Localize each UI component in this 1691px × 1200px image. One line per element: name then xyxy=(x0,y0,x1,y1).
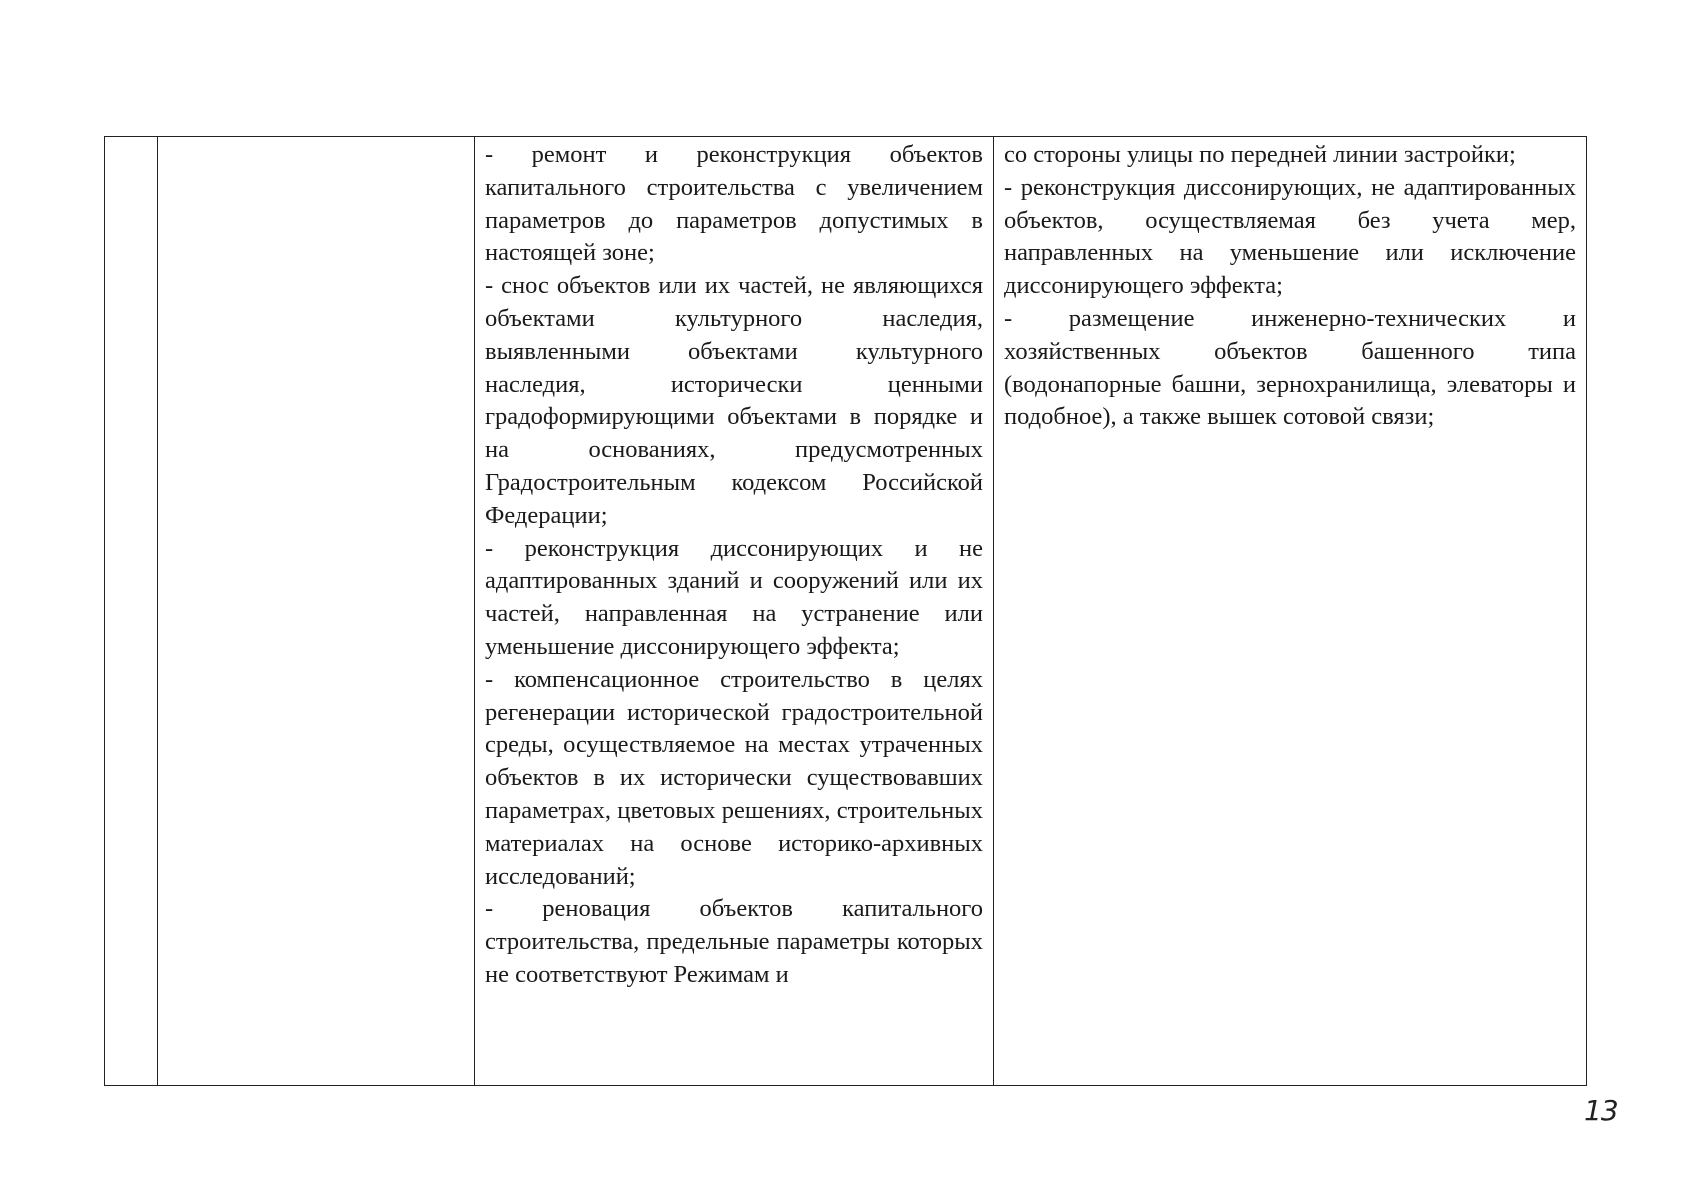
prohibited-item: со стороны улицы по передней линии застройки; xyxy=(1004,141,1516,168)
table-cell-permitted-works xyxy=(475,137,994,1086)
permitted-item: - компенсационное строительство в целях регенерации исторической градостроительной среды, осуществляемое на местах утраченных объектов в их исторически существовавших параметрах, цветовых решениях, строительных материалах на основе историко-архивных исследований; xyxy=(485,665,983,890)
prohibited-item: - размещение инженерно-технических и хозяйственных объектов башенного типа (водонапорные башни, зернохранилища, элеваторы и подобное), а также вышек сотовой связи; xyxy=(1004,304,1576,431)
prohibited-item: - реконструкция диссонирующих, не адаптированных объектов, осуществляемая без учета мер, направленных на уменьшение или исключение диссонирующего эффекта; xyxy=(1004,173,1576,300)
permitted-item: - ремонт и реконструкция объектов капитального строительства с увеличением параметров до параметров допустимых в настоящей зоне; xyxy=(485,141,983,267)
prohibited-works-text xyxy=(994,137,1586,434)
table-cell-zone xyxy=(158,137,475,1086)
table-cell-number xyxy=(105,137,158,1086)
permitted-works-text xyxy=(475,137,993,992)
page-number: 13 xyxy=(1584,1094,1618,1127)
regulations-table xyxy=(104,136,1587,1086)
table-cell-prohibited-works xyxy=(994,137,1587,1086)
permitted-item: - реконструкция диссонирующих и не адаптированных зданий и сооружений или их частей, направленная на устранение или уменьшение диссонирующего эффекта; xyxy=(485,534,983,660)
permitted-item: - снос объектов или их частей, не являющихся объектами культурного наследия, выявленными объектами культурного наследия, исторически ценными градоформирующими объектами в порядке и на основаниях, предусмотренных Градостроительным кодексом Российской Федерации; xyxy=(485,272,983,529)
permitted-item: - реновация объектов капитального строительства, предельные параметры которых не соответствуют Режимам и xyxy=(485,895,983,988)
table-row xyxy=(105,137,1587,1086)
